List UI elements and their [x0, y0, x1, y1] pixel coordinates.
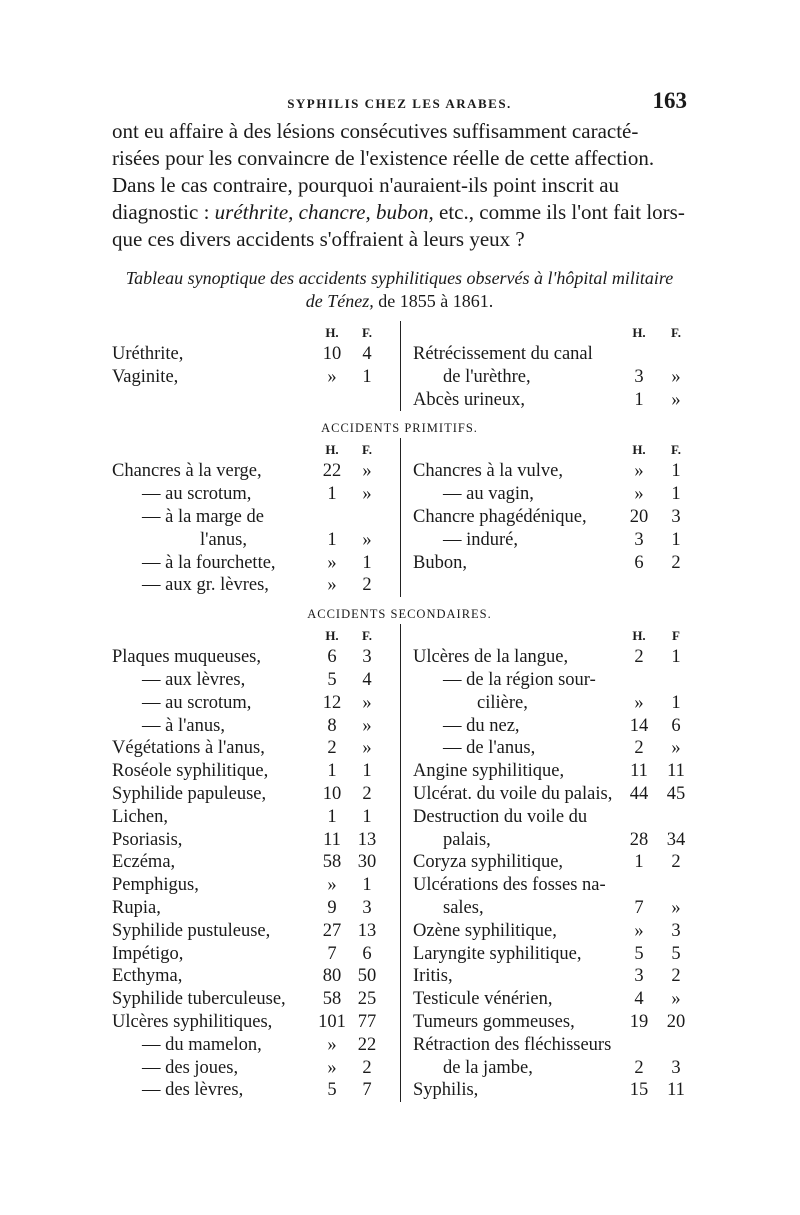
count-women: 3 — [362, 647, 372, 668]
table-section — [112, 438, 687, 597]
count-men: 5 — [327, 669, 337, 690]
table-row — [413, 692, 687, 715]
row-label: de la jambe, — [443, 1057, 533, 1078]
count-women: 3 — [671, 1057, 681, 1078]
table-row — [413, 389, 687, 412]
count-men: 6 — [327, 647, 337, 668]
count-men: 2 — [634, 647, 644, 668]
table-row — [112, 829, 400, 852]
table-row — [112, 529, 400, 552]
count-women: 77 — [357, 1011, 377, 1032]
count-men: 3 — [634, 366, 644, 387]
count-men: 19 — [629, 1011, 649, 1032]
section-title: ACCIDENTS PRIMITIFS. — [321, 421, 478, 436]
count-men: 10 — [322, 344, 342, 364]
row-label: — au vagin, — [443, 484, 534, 505]
table-row — [112, 483, 400, 506]
row-label: Chancres à la verge, — [112, 461, 262, 482]
table-row — [413, 506, 687, 529]
paragraph-line — [112, 118, 687, 145]
count-women: » — [362, 715, 372, 736]
table-column-left — [112, 624, 400, 1102]
count-men: 5 — [634, 943, 644, 964]
row-label: — au scrotum, — [142, 484, 252, 505]
count-men: 7 — [634, 897, 644, 918]
table-row — [112, 851, 400, 874]
table-column-right — [400, 438, 687, 597]
table-caption — [112, 267, 687, 313]
count-women: » — [671, 389, 681, 410]
table-row — [413, 965, 687, 988]
table-row — [413, 943, 687, 966]
table-row — [413, 920, 687, 943]
count-women: 3 — [671, 506, 681, 527]
caption-line — [112, 290, 687, 313]
row-label: de l'urèthre, — [443, 366, 531, 387]
row-label: — induré, — [443, 529, 519, 550]
table-row — [112, 646, 400, 669]
table-row — [413, 737, 687, 760]
table-row — [112, 669, 400, 692]
row-label: l'anus, — [200, 529, 248, 550]
count-men: 3 — [634, 966, 644, 987]
count-men: » — [327, 575, 337, 596]
caption-place: de Ténez, — [305, 291, 379, 311]
table-row — [413, 366, 687, 389]
count-women: 6 — [362, 943, 372, 964]
table-row — [112, 988, 400, 1011]
count-men: » — [634, 484, 644, 505]
column-header — [112, 624, 400, 646]
table-row — [112, 460, 400, 483]
count-men: 8 — [327, 715, 337, 736]
table-row — [112, 737, 400, 760]
count-women: » — [671, 366, 681, 387]
header-f: F — [672, 628, 680, 644]
row-label: Rupia, — [112, 897, 161, 918]
row-label: — aux gr. lèvres, — [142, 575, 269, 596]
count-men: 11 — [323, 829, 341, 850]
count-men: 80 — [322, 966, 342, 987]
table-row — [112, 1011, 400, 1034]
count-women: 1 — [362, 875, 372, 896]
count-women: 1 — [671, 484, 681, 505]
count-women: 22 — [357, 1034, 377, 1055]
section-title: ACCIDENTS SECONDAIRES. — [307, 607, 492, 622]
count-men: 1 — [327, 529, 337, 550]
count-men: 27 — [322, 920, 342, 941]
row-label: — du nez, — [443, 715, 520, 736]
count-women: » — [671, 989, 681, 1010]
table-row — [112, 783, 400, 806]
row-label: sales, — [443, 897, 484, 918]
row-label: Testicule vénérien, — [413, 989, 553, 1010]
table-row — [112, 343, 400, 366]
row-label: Lichen, — [112, 806, 168, 827]
count-women: 34 — [666, 829, 686, 850]
table-row — [413, 1079, 687, 1102]
header-f: F. — [671, 325, 681, 340]
table-row — [413, 1011, 687, 1034]
count-men: 58 — [322, 852, 342, 873]
header-h: H. — [325, 442, 339, 458]
table-row — [112, 920, 400, 943]
table-column-left — [112, 321, 400, 411]
table-row — [413, 1057, 687, 1080]
count-women: 4 — [362, 669, 372, 690]
count-men: » — [327, 1034, 337, 1055]
table-section — [112, 624, 687, 1102]
header-h: H. — [632, 325, 646, 340]
row-label: palais, — [443, 829, 491, 850]
row-label: Vaginite, — [112, 366, 179, 387]
row-label: Iritis, — [413, 966, 453, 987]
page-number: 163 — [652, 88, 687, 113]
row-label: Chancres à la vulve, — [413, 461, 563, 482]
count-women: 1 — [671, 529, 681, 550]
count-men: 4 — [634, 989, 644, 1010]
table-row — [112, 506, 400, 529]
row-label: Destruction du voile du — [413, 806, 588, 827]
count-men: 1 — [634, 389, 644, 410]
count-women: » — [671, 738, 681, 759]
count-women: 50 — [357, 966, 377, 987]
count-women: 11 — [667, 761, 685, 782]
count-women: 45 — [666, 783, 686, 804]
count-women: » — [362, 461, 372, 482]
count-men: 2 — [634, 1057, 644, 1078]
running-head-title: SYPHILIS CHEZ LES ARABES. — [287, 96, 512, 111]
table-row — [413, 1034, 687, 1057]
table-row — [112, 715, 400, 738]
paragraph-line — [112, 199, 687, 226]
header-h: H. — [632, 628, 646, 644]
row-label: Plaques muqueuses, — [112, 647, 262, 668]
paragraph-line — [112, 172, 687, 199]
count-women: » — [362, 529, 372, 550]
count-women: 13 — [357, 829, 377, 850]
table-row — [112, 692, 400, 715]
table-row — [413, 552, 687, 575]
table-row — [413, 343, 687, 366]
row-label: Syphilide papuleuse, — [112, 783, 267, 804]
table-row — [413, 483, 687, 506]
count-men: 3 — [634, 529, 644, 550]
count-men: 58 — [322, 989, 342, 1010]
row-label: Tumeurs gommeuses, — [413, 1011, 575, 1032]
paragraph-line — [112, 145, 687, 172]
count-men: 12 — [322, 692, 342, 713]
count-men: 44 — [629, 783, 649, 804]
table-row — [112, 1057, 400, 1080]
count-men: » — [327, 875, 337, 896]
caption-years: de 1855 à 1861. — [378, 291, 494, 311]
table-row — [413, 529, 687, 552]
book-page — [112, 88, 687, 1102]
count-women: 7 — [362, 1080, 372, 1101]
row-label: — à l'anus, — [142, 715, 225, 736]
column-header — [413, 321, 687, 343]
count-women: 13 — [357, 920, 377, 941]
count-men: 1 — [327, 484, 337, 505]
count-women: 3 — [671, 920, 681, 941]
count-men: 101 — [318, 1011, 346, 1032]
row-label: Ulcérat. du voile du palais, — [413, 783, 613, 804]
count-women: » — [671, 897, 681, 918]
column-header — [112, 321, 400, 343]
row-label: Abcès urineux, — [413, 389, 525, 410]
count-women: 2 — [671, 966, 681, 987]
count-women: 2 — [362, 783, 372, 804]
count-women: 4 — [362, 344, 372, 364]
count-women: 2 — [671, 852, 681, 873]
table-row — [413, 897, 687, 920]
count-women: 11 — [667, 1080, 685, 1101]
count-women: 3 — [362, 897, 372, 918]
row-label: Végétations à l'anus, — [112, 738, 265, 759]
count-women: 5 — [671, 943, 681, 964]
table-row — [112, 1079, 400, 1102]
row-label: Bubon, — [413, 552, 467, 573]
table-row — [112, 965, 400, 988]
row-label: Ulcères de la langue, — [413, 647, 569, 668]
table-section — [112, 321, 687, 411]
row-label: — aux lèvres, — [142, 669, 246, 690]
row-label: — du mamelon, — [142, 1034, 262, 1055]
table-row — [413, 669, 687, 692]
running-head — [112, 88, 687, 118]
row-label: Roséole syphilitique, — [112, 761, 269, 782]
row-label: — des lèvres, — [142, 1080, 244, 1101]
table-row — [413, 874, 687, 897]
text-run: diagnostic : — [112, 200, 215, 224]
count-men: 20 — [629, 506, 649, 527]
text-run: que ces divers accidents s'offraient à leurs yeux ? — [112, 227, 525, 251]
count-women: 30 — [357, 852, 377, 873]
count-women: 1 — [671, 692, 681, 713]
header-h: H. — [632, 442, 646, 458]
table-row — [413, 715, 687, 738]
table-column-right — [400, 624, 687, 1102]
table-row — [413, 851, 687, 874]
count-men: » — [327, 1057, 337, 1078]
table-column-right — [400, 321, 687, 411]
count-women: 1 — [362, 552, 372, 573]
row-label: Uréthrite, — [112, 344, 184, 364]
table-row — [112, 943, 400, 966]
table-row — [112, 874, 400, 897]
count-men: » — [327, 366, 337, 387]
column-header — [112, 438, 400, 460]
italic-text-run: uréthrite, chancre, bubon, — [214, 200, 434, 224]
header-h: H. — [325, 628, 339, 644]
row-label: Chancre phagédénique, — [413, 506, 587, 527]
header-f: F. — [362, 325, 372, 340]
table-row — [413, 646, 687, 669]
paragraph-line — [112, 226, 687, 253]
row-label: Psoriasis, — [112, 829, 183, 850]
row-label: cilière, — [477, 692, 528, 713]
count-women: 1 — [362, 761, 372, 782]
count-men: 28 — [629, 829, 649, 850]
count-women: » — [362, 484, 372, 505]
row-label: Syphilide pustuleuse, — [112, 920, 271, 941]
row-label: Coryza syphilitique, — [413, 852, 564, 873]
row-label: Angine syphilitique, — [413, 761, 565, 782]
count-women: 6 — [671, 715, 681, 736]
row-label: — de l'anus, — [443, 738, 536, 759]
header-f: F. — [671, 442, 681, 458]
row-label: — à la fourchette, — [142, 552, 276, 573]
count-men: 2 — [327, 738, 337, 759]
row-label: — de la région sour- — [443, 669, 596, 690]
count-men: 1 — [327, 806, 337, 827]
row-label: Syphilide tuberculeuse, — [112, 989, 286, 1010]
table-column-left — [112, 438, 400, 597]
table-row — [112, 552, 400, 575]
row-label: Ozène syphilitique, — [413, 920, 557, 941]
caption-line: Tableau synoptique des accidents syphilitiques observés à l'hôpital militaire — [125, 268, 674, 288]
count-men: 7 — [327, 943, 337, 964]
table-row — [413, 460, 687, 483]
count-men: 10 — [322, 783, 342, 804]
table-row — [112, 1034, 400, 1057]
header-f: F. — [362, 628, 372, 644]
text-run: ont eu affaire à des lésions consécutives suffisamment caracté- — [112, 119, 639, 143]
row-label: — au scrotum, — [142, 692, 252, 713]
body-paragraph — [112, 118, 687, 253]
table-row — [413, 988, 687, 1011]
row-label: Ecthyma, — [112, 966, 183, 987]
count-men: » — [634, 461, 644, 482]
count-men: 6 — [634, 552, 644, 573]
row-label: Impétigo, — [112, 943, 184, 964]
count-men: » — [634, 920, 644, 941]
column-header — [413, 624, 687, 646]
count-women: » — [362, 692, 372, 713]
row-label: Ulcérations des fosses na- — [413, 875, 606, 896]
column-header — [413, 438, 687, 460]
row-label: — à la marge de — [142, 506, 264, 527]
row-label: Rétrécissement du canal — [413, 344, 593, 364]
count-men: » — [327, 552, 337, 573]
count-women: 20 — [666, 1011, 686, 1032]
count-women: 2 — [362, 1057, 372, 1078]
text-run: Dans le cas contraire, pourquoi n'auraient-ils point inscrit au — [112, 173, 620, 197]
table-row — [112, 366, 400, 389]
header-f: F. — [362, 442, 372, 458]
count-men: 22 — [322, 461, 342, 482]
count-men: 5 — [327, 1080, 337, 1101]
table-row — [413, 760, 687, 783]
text-run: etc., comme ils l'ont fait lors- — [433, 200, 685, 224]
text-run: risées pour les convaincre de l'existence réelle de cette affection. — [112, 146, 655, 170]
count-men: 15 — [629, 1080, 649, 1101]
count-men: 1 — [327, 761, 337, 782]
row-label: — des joues, — [142, 1057, 239, 1078]
count-women: 2 — [362, 575, 372, 596]
count-women: 1 — [362, 806, 372, 827]
count-women: 1 — [362, 366, 372, 387]
count-men: 2 — [634, 738, 644, 759]
table-row — [112, 760, 400, 783]
row-label: Pemphigus, — [112, 875, 199, 896]
synoptic-table — [112, 313, 687, 1102]
count-women: 1 — [671, 647, 681, 668]
count-men: » — [634, 692, 644, 713]
table-row — [112, 574, 400, 597]
count-men: 11 — [630, 761, 648, 782]
row-label: Rétraction des fléchisseurs — [413, 1034, 612, 1055]
table-row — [413, 806, 687, 829]
table-row — [112, 897, 400, 920]
count-men: 14 — [629, 715, 649, 736]
row-label: Ulcères syphilitiques, — [112, 1011, 273, 1032]
table-row — [112, 806, 400, 829]
count-women: » — [362, 738, 372, 759]
count-men: 1 — [634, 852, 644, 873]
row-label: Syphilis, — [413, 1080, 479, 1101]
count-men: 9 — [327, 897, 337, 918]
row-label: Eczéma, — [112, 852, 176, 873]
count-women: 2 — [671, 552, 681, 573]
header-h: H. — [325, 325, 339, 340]
row-label: Laryngite syphilitique, — [413, 943, 582, 964]
count-women: 1 — [671, 461, 681, 482]
count-women: 25 — [357, 989, 377, 1010]
table-row — [413, 829, 687, 852]
table-row — [413, 783, 687, 806]
